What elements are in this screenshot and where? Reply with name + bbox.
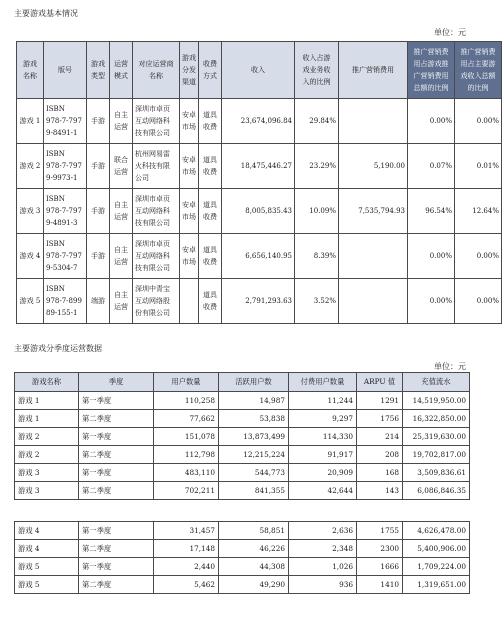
table-cell: ISBN 978-7-797 9-4891-3 <box>44 189 87 234</box>
table-cell: 游戏 4 <box>15 522 79 540</box>
table-cell: 道具 收费 <box>199 279 222 324</box>
table-cell: 58,851 <box>219 522 289 540</box>
table-row <box>17 144 502 189</box>
table-cell: 游戏 4 <box>15 540 79 558</box>
table-cell: 841,355 <box>219 482 289 500</box>
table-cell: 手游 <box>87 189 110 234</box>
table-row <box>15 410 470 428</box>
header-cell: 收入占游 戏业务收 入的比例 <box>295 42 339 99</box>
table-cell: 游戏 5 <box>15 576 79 594</box>
table-cell: 自主 运营 <box>110 99 133 144</box>
table-cell: 游戏 4 <box>17 234 44 279</box>
table-cell: 1410 <box>357 576 403 594</box>
table-row <box>15 446 470 464</box>
table-cell: 483,110 <box>154 464 219 482</box>
table-cell: 2,791,293.63 <box>222 279 295 324</box>
header-cell: 对应运营商 名称 <box>133 42 180 99</box>
table-cell: ISBN 978-7-899 89-155-1 <box>44 279 87 324</box>
header-cell: 游戏名称 <box>15 373 79 392</box>
table-cell: 游戏 1 <box>15 410 79 428</box>
table-cell: 第一季度 <box>79 428 154 446</box>
table-cell: 安卓 市场 <box>180 189 199 234</box>
table-cell: 自主 运营 <box>110 234 133 279</box>
table-cell <box>339 234 408 279</box>
table-cell: 0.07% <box>408 144 455 189</box>
table-cell: 游戏 3 <box>15 482 79 500</box>
header-cell: 游戏 类型 <box>87 42 110 99</box>
table-cell <box>339 99 408 144</box>
table-row <box>17 234 502 279</box>
table-cell: 3,509,836.61 <box>403 464 470 482</box>
quarterly-header-row <box>15 373 470 392</box>
table-cell: 151,078 <box>154 428 219 446</box>
unit-label-2: 单位：元 <box>434 362 466 371</box>
quarterly-ops-table <box>14 372 470 500</box>
table-cell: 深圳市卓页 互动网络科 技有限公司 <box>133 189 180 234</box>
table-cell: 5,400,906.00 <box>403 540 470 558</box>
table-cell: 8,005,835.43 <box>222 189 295 234</box>
header-cell: 活跃用户数 <box>219 373 289 392</box>
table-cell: 0.00% <box>455 279 502 324</box>
table-cell: 16,322,850.00 <box>403 410 470 428</box>
table-cell: 96.54% <box>408 189 455 234</box>
unit-label-1: 单位：元 <box>434 28 466 37</box>
table-cell: 手游 <box>87 234 110 279</box>
table-cell: 0.00% <box>455 99 502 144</box>
table-cell: 游戏 2 <box>15 446 79 464</box>
table-cell: 110,258 <box>154 392 219 410</box>
table-row <box>17 279 502 324</box>
header-cell: 游戏 分发 渠道 <box>180 42 199 99</box>
table-cell: 深圳市卓页 互动网络科 技有限公司 <box>133 234 180 279</box>
table-row <box>15 540 470 558</box>
table-cell: 12,215,224 <box>219 446 289 464</box>
header-cell: 付费用户数量 <box>289 373 357 392</box>
table-cell: 第二季度 <box>79 482 154 500</box>
basic-info-header-row <box>17 42 502 99</box>
table-cell: 168 <box>357 464 403 482</box>
table-cell: 3.52% <box>295 279 339 324</box>
table-cell: 11,244 <box>289 392 357 410</box>
table-row <box>15 522 470 540</box>
table-cell: 自主 运营 <box>110 279 133 324</box>
table-cell: 游戏 1 <box>15 392 79 410</box>
table-cell: 5,190.00 <box>339 144 408 189</box>
table-cell: 安卓 市场 <box>180 234 199 279</box>
table-cell: 游戏 2 <box>17 144 44 189</box>
table-cell: 深圳市卓页 互动网络科 技有限公司 <box>133 99 180 144</box>
table-cell: 23,674,096.84 <box>222 99 295 144</box>
table-cell: 14,987 <box>219 392 289 410</box>
table-cell: 安卓 市场 <box>180 144 199 189</box>
table-cell: 1755 <box>357 522 403 540</box>
table-cell: 1,319,651.00 <box>403 576 470 594</box>
header-cell: 推广营销费 用占游戏推 广营销费用 总额的比例 <box>408 42 455 99</box>
table-cell: ISBN 978-7-797 9-5304-7 <box>44 234 87 279</box>
table-cell: 6,086,846.35 <box>403 482 470 500</box>
table-cell: 手游 <box>87 99 110 144</box>
table-cell: 游戏 5 <box>15 558 79 576</box>
table-row <box>15 558 470 576</box>
table-cell: 0.00% <box>455 234 502 279</box>
header-cell: 用户数量 <box>154 373 219 392</box>
table-row <box>15 576 470 594</box>
table-cell: 2,636 <box>289 522 357 540</box>
table-cell: 2,440 <box>154 558 219 576</box>
table-cell: 道具 收费 <box>199 144 222 189</box>
table-cell: 9,297 <box>289 410 357 428</box>
table-cell: 20,909 <box>289 464 357 482</box>
table-cell: 1,026 <box>289 558 357 576</box>
table-cell: 0.00% <box>408 234 455 279</box>
header-cell: 收费 方式 <box>199 42 222 99</box>
table-cell <box>339 279 408 324</box>
table-cell: 544,773 <box>219 464 289 482</box>
table-cell: 46,226 <box>219 540 289 558</box>
table-cell: 第二季度 <box>79 540 154 558</box>
table-cell: 4,626,478.00 <box>403 522 470 540</box>
table-cell: 道具 收费 <box>199 234 222 279</box>
table-cell: 游戏 2 <box>15 428 79 446</box>
table-cell: 702,211 <box>154 482 219 500</box>
quarterly-ops-table-continued <box>14 521 470 594</box>
table-cell: 游戏 1 <box>17 99 44 144</box>
table-cell: 道具 收费 <box>199 189 222 234</box>
header-cell: 收入 <box>222 42 295 99</box>
header-cell: 推广营销费 用占主要游 戏收入总额 的比例 <box>455 42 502 99</box>
table-cell: 游戏 5 <box>17 279 44 324</box>
table-cell: 5,462 <box>154 576 219 594</box>
table-row <box>15 482 470 500</box>
table-cell: 第二季度 <box>79 576 154 594</box>
table-row <box>15 392 470 410</box>
header-cell: 版号 <box>44 42 87 99</box>
header-cell: 季度 <box>79 373 154 392</box>
table-cell: 143 <box>357 482 403 500</box>
header-cell: 游戏 名称 <box>17 42 44 99</box>
table-cell: 0.00% <box>408 99 455 144</box>
table-cell: 第一季度 <box>79 522 154 540</box>
table-cell: 10.09% <box>295 189 339 234</box>
header-cell: 运营 模式 <box>110 42 133 99</box>
table-cell: 208 <box>357 446 403 464</box>
table-cell: ISBN 978-7-797 9-8491-1 <box>44 99 87 144</box>
table-cell: 手游 <box>87 144 110 189</box>
table-cell: 0.01% <box>455 144 502 189</box>
table-cell: 936 <box>289 576 357 594</box>
table-cell: 19,702,817.00 <box>403 446 470 464</box>
table-cell: 第二季度 <box>79 446 154 464</box>
table-cell: 13,873,499 <box>219 428 289 446</box>
table-cell: 7,535,794.93 <box>339 189 408 234</box>
table-row <box>17 99 502 144</box>
header-cell: ARPU 值 <box>357 373 403 392</box>
table-cell: 1756 <box>357 410 403 428</box>
table-cell: 17,148 <box>154 540 219 558</box>
table-cell: 31,457 <box>154 522 219 540</box>
table-cell: 214 <box>357 428 403 446</box>
table-cell: 49,290 <box>219 576 289 594</box>
table-cell <box>180 279 199 324</box>
section-title-quarterly: 主要游戏分季度运营数据 <box>14 344 102 353</box>
table-cell: 游戏 3 <box>17 189 44 234</box>
table-cell: 第一季度 <box>79 392 154 410</box>
table-cell: 14,519,950.00 <box>403 392 470 410</box>
table-cell: 1666 <box>357 558 403 576</box>
table-cell: 2,348 <box>289 540 357 558</box>
table-cell: 1291 <box>357 392 403 410</box>
table-cell: 77,662 <box>154 410 219 428</box>
table-cell: 杭州网易雷 火科技有限 公司 <box>133 144 180 189</box>
table-cell: 安卓 市场 <box>180 99 199 144</box>
table-cell: 53,838 <box>219 410 289 428</box>
table-cell: 8.39% <box>295 234 339 279</box>
table-cell: 第一季度 <box>79 464 154 482</box>
table-cell: 联合 运营 <box>110 144 133 189</box>
table-cell: 游戏 3 <box>15 464 79 482</box>
table-cell: 12.64% <box>455 189 502 234</box>
table-cell: 18,475,446.27 <box>222 144 295 189</box>
table-cell: 42,644 <box>289 482 357 500</box>
table-cell: 114,330 <box>289 428 357 446</box>
table-cell: 自主 运营 <box>110 189 133 234</box>
table-cell: 道具 收费 <box>199 99 222 144</box>
table-cell: 91,917 <box>289 446 357 464</box>
table-cell: 29.84% <box>295 99 339 144</box>
header-cell: 充值流水 <box>403 373 470 392</box>
table-cell: 0.00% <box>408 279 455 324</box>
table-row <box>15 464 470 482</box>
header-cell: 推广营销费用 <box>339 42 408 99</box>
table-cell: 深圳中青宝 互动网络股 份有限公司 <box>133 279 180 324</box>
table-row <box>15 428 470 446</box>
table-row <box>17 189 502 234</box>
table-cell: 44,308 <box>219 558 289 576</box>
table-cell: 6,656,140.95 <box>222 234 295 279</box>
table-cell: 1,709,224.00 <box>403 558 470 576</box>
basic-info-table <box>16 41 502 324</box>
table-cell: 23.29% <box>295 144 339 189</box>
table-cell: 25,319,630.00 <box>403 428 470 446</box>
table-cell: 端游 <box>87 279 110 324</box>
table-cell: 第一季度 <box>79 558 154 576</box>
table-cell: 112,798 <box>154 446 219 464</box>
table-cell: 2300 <box>357 540 403 558</box>
table-cell: 第二季度 <box>79 410 154 428</box>
table-cell: ISBN 978-7-797 9-9973-1 <box>44 144 87 189</box>
section-title-basic-info: 主要游戏基本情况 <box>14 9 78 18</box>
